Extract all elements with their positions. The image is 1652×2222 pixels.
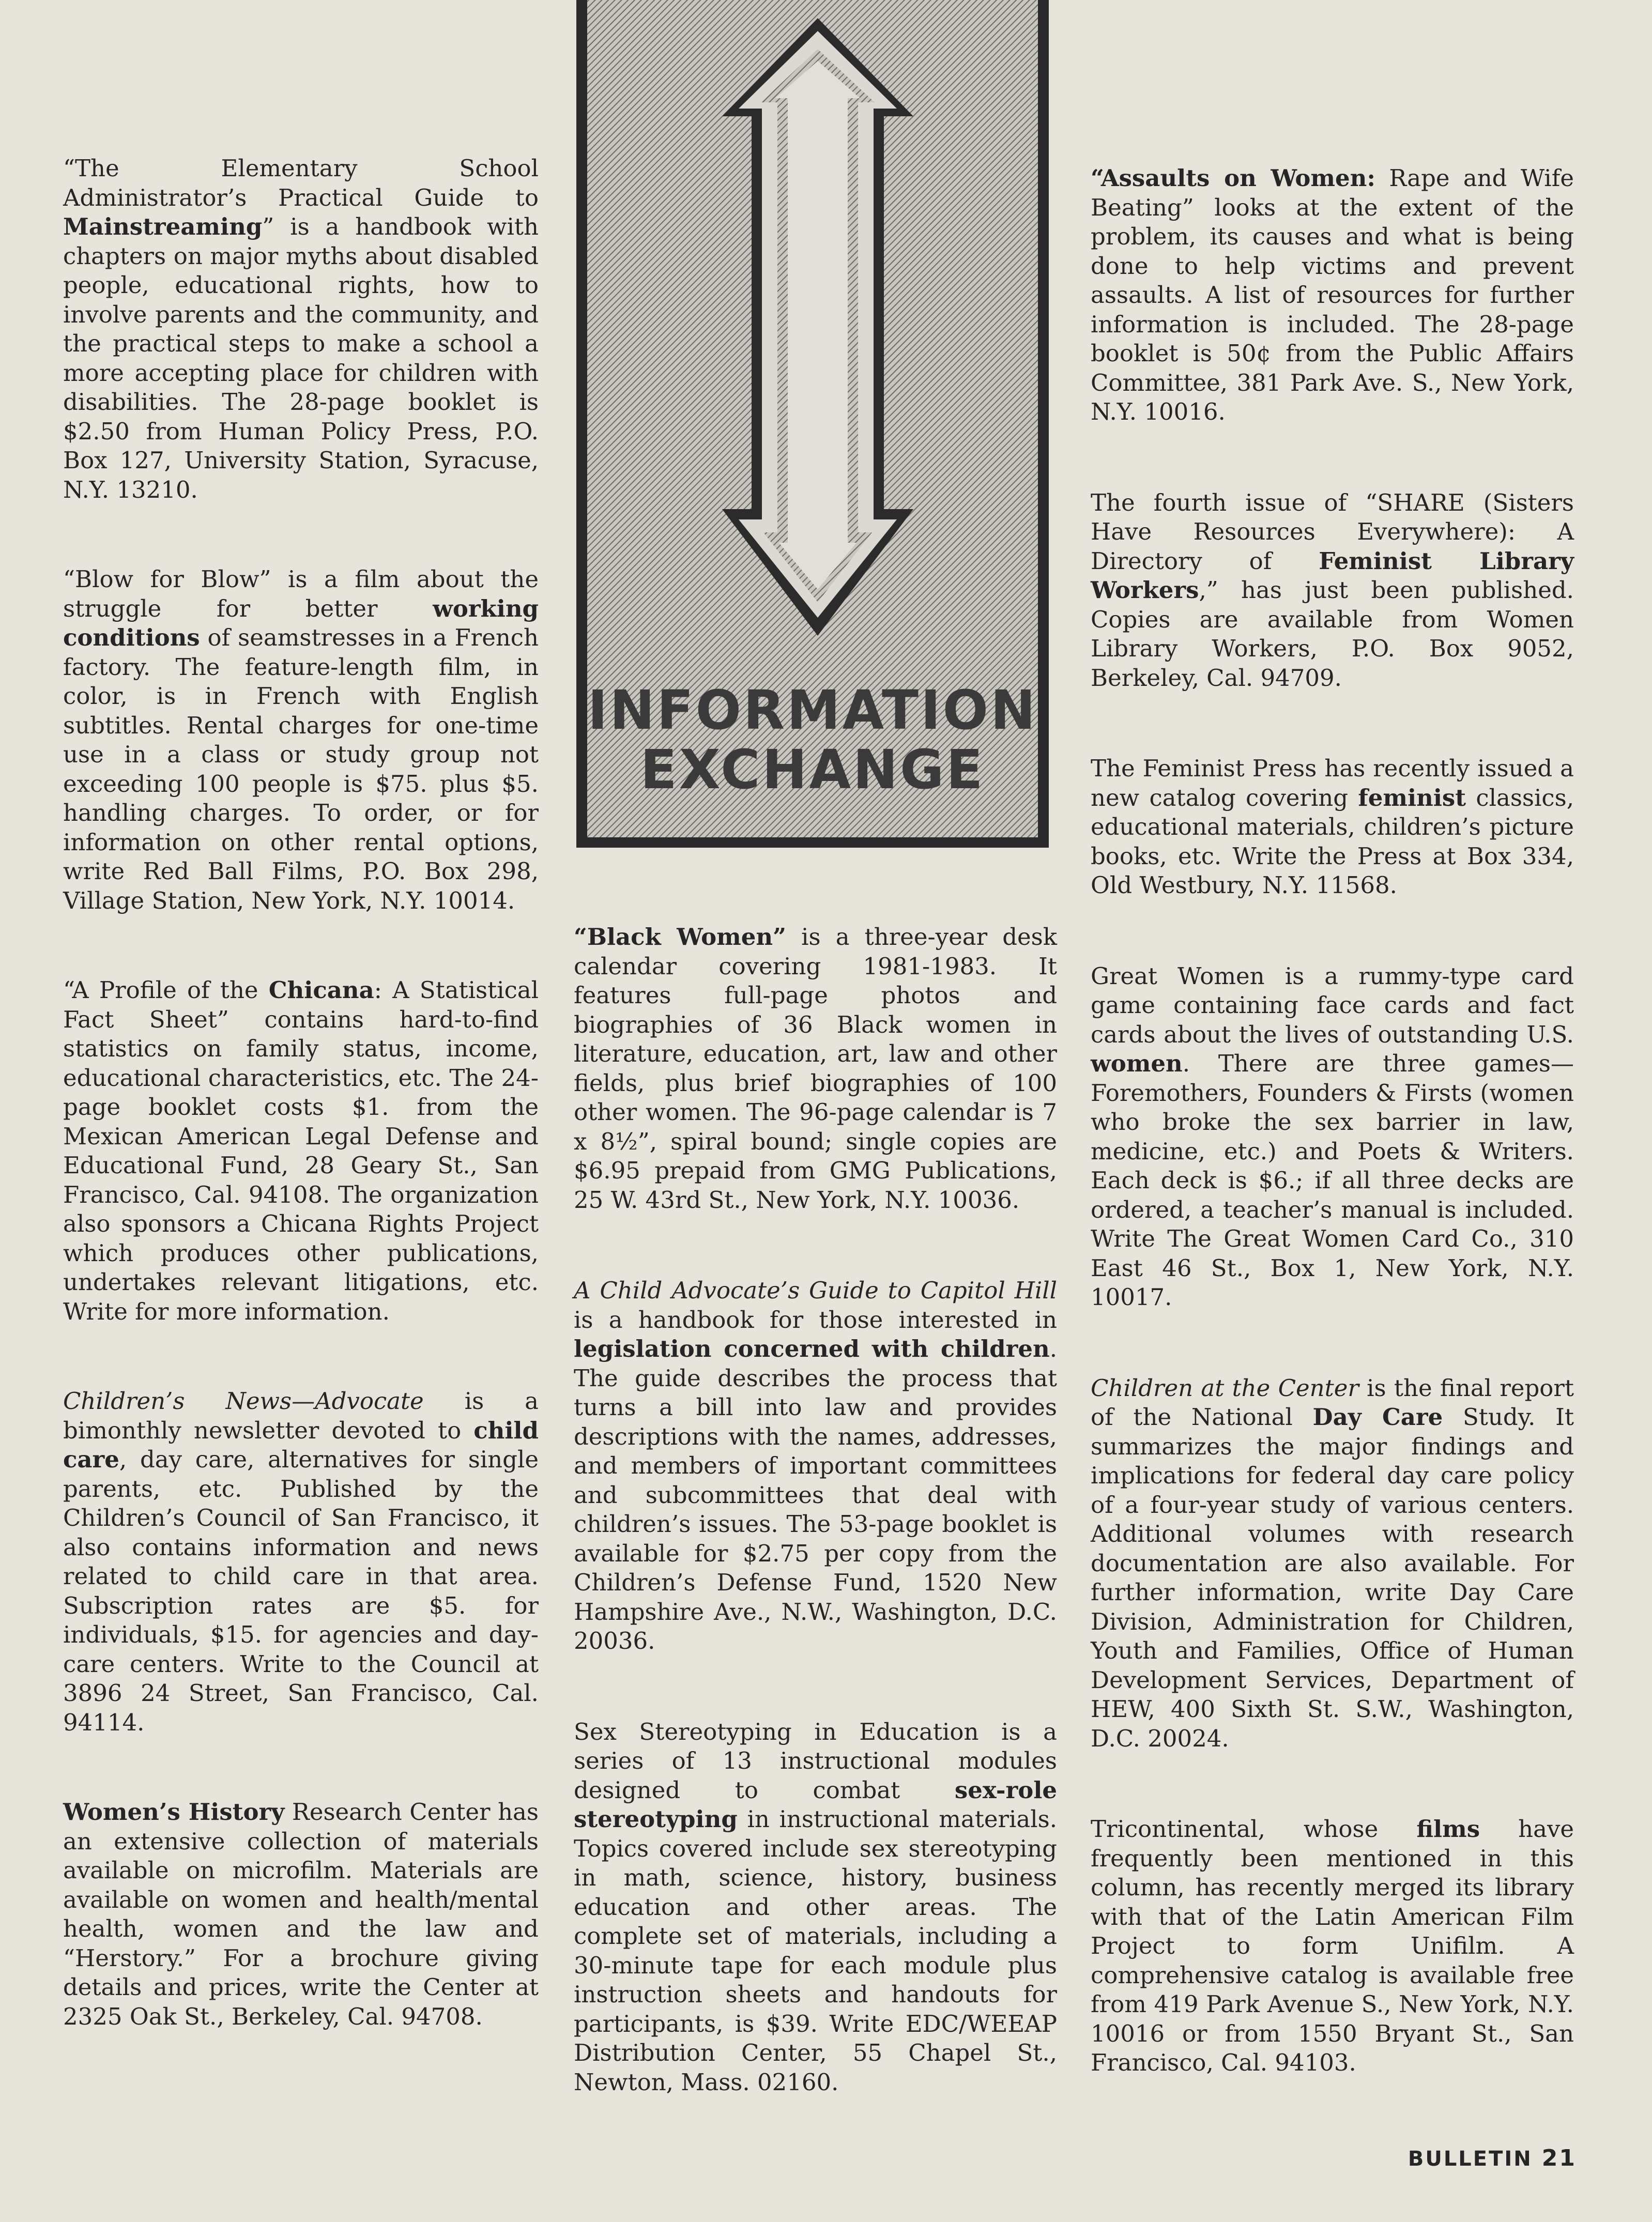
entry-great-women-game: Great Women is a rummy-type card game containing face cards and fact cards about the lives of outstanding U.S. women. There are three games—Foremothers, Founders & Firsts (women who broke the sex barrier in law, medicine, etc.) and Poets & Writers. Each deck is $6.; if all three decks are ordered, a teacher’s manual is included. Write The Great Women Card Co., 310 East 46 St., Box 1, New York, N.Y. 10017. — [1091, 962, 1574, 1311]
page-footer — [1408, 2145, 1577, 2171]
banner-title-line1: INFORMATION — [587, 679, 1038, 742]
middle-column — [574, 923, 1057, 2097]
entry-tricontinental-films: Tricontinental, whose films have frequently been mentioned in this column, has recently merged its library with that of the Latin American Film Project to form Unifilm. A comprehensive catalog is available free from 419 Park Avenue S., New York, N.Y. 10016 or from 1550 Bryant St., San Francisco, Cal. 94103. — [1091, 1815, 1574, 2076]
information-exchange-banner — [575, 0, 1050, 850]
entry-childrens-news: Children’s News—Advocate is a bimonthly newsletter devoted to child care, day care, alternatives for single parents, etc. Published by the Children’s Council of San Francisco, it also contains information and news related to child care in that area. Subscription rates are $5. for individuals, $15. for agencies and day-care centers. Write to the Council at 3896 24 Street, San Francisco, Cal. 94114. — [63, 1387, 539, 1736]
entry-blow-for-blow: “Blow for Blow” is a film about the struggle for better working conditions of seamstresses in a French factory. The feature-length film, in color, is in French with English subtitles. Rental charges for one-time use in a class or study group not exceeding 100 people is $75. plus $5. handling charges. To order, or for information on other rental options, write Red Ball Films, P.O. Box 298, Village Station, New York, N.Y. 10014. — [63, 565, 539, 914]
entry-black-women-calendar: “Black Women” is a three-year desk calendar covering 1981-1983. It features full-page photos and biographies of 36 Black women in literature, education, art, law and other fields, plus brief biographies of 100 other women. The 96-page calendar is 7 x 8½”, spiral bound; single copies are $6.95 prepaid from GMG Publications, 25 W. 43rd St., New York, N.Y. 10036. — [574, 923, 1057, 1214]
entry-mainstreaming: “The Elementary School Administrator’s Practical Guide to Mainstreaming” is a handbook with chapters on major myths about disabled people, educational rights, how to involve parents and the community, and the practical steps to make a school a more accepting place for children with disabilities. The 28-page booklet is $2.50 from Human Policy Press, P.O. Box 127, University Station, Syracuse, N.Y. 13210. — [63, 155, 539, 503]
left-column — [63, 154, 539, 2031]
entry-sex-stereotyping: Sex Stereotyping in Education is a series of 13 instructional modules designed to combat sex-role stereotyping in instructional materials. Topics covered include sex stereotyping in math, science, history, business education and other areas. The complete set of materials, including a 30-minute tape for each module plus instruction sheets and handouts for participants, is $39. Write EDC/WEEAP Distribution Center, 55 Chapel St., Newton, Mass. 02160. — [574, 1718, 1057, 2096]
entry-feminist-press: The Feminist Press has recently issued a new catalog covering feminist classics, educational materials, children’s picture books, etc. Write the Press at Box 334, Old Westbury, N.Y. 11568. — [1091, 755, 1574, 899]
page-number: 21 — [1541, 2145, 1577, 2171]
right-column — [1091, 164, 1574, 2078]
entry-child-advocate-guide: A Child Advocate’s Guide to Capitol Hill is a handbook for those interested in legislation concerned with children. The guide describes the process that turns a bill into law and provides descriptions with the names, addresses, and members of important committees and subcommittees that deal with children’s issues. The 53-page booklet is available for $2.75 per copy from the Children’s Defense Fund, 1520 New Hampshire Ave., N.W., Washington, D.C. 20036. — [574, 1277, 1057, 1654]
entry-children-at-center: Children at the Center is the final report of the National Day Care Study. It summarizes the major findings and implications for federal day care policy of a four-year study of various centers. Additional volumes with research documentation are also available. For further information, write Day Care Division, Administration for Children, Youth and Families, Office of Human Development Services, Department of HEW, 400 Sixth St. S.W., Washington, D.C. 20024. — [1091, 1374, 1574, 1752]
entry-share-directory: The fourth issue of “SHARE (Sisters Have Resources Everywhere): A Directory of Feminist Library Workers,” has just been published. Copies are available from Women Library Workers, P.O. Box 9052, Berkeley, Cal. 94709. — [1091, 488, 1574, 692]
entry-assaults-on-women: “Assaults on Women: Rape and Wife Beating” looks at the extent of the problem, its causes and what is being done to help victims and prevent assaults. A list of resources for further information is included. The 28-page booklet is 50¢ from the Public Affairs Committee, 381 Park Ave. S., New York, N.Y. 10016. — [1091, 164, 1574, 425]
entry-womens-history: Women’s History Research Center has an extensive collection of materials available on microfilm. Materials are available on women and health/mental health, women and the law and “Herstory.” For a brochure giving details and prices, write the Center at 2325 Oak St., Berkeley, Cal. 94708. — [63, 1798, 539, 2030]
banner-title-line2: EXCHANGE — [640, 738, 985, 801]
entry-chicana-profile: “A Profile of the Chicana: A Statistical Fact Sheet” contains hard-to-find statistics on family status, income, educational characteristics, etc. The 24-page booklet costs $1. from the Mexican American Legal Defense and Educational Fund, 28 Geary St., San Francisco, Cal. 94108. The organization also sponsors a Chicana Rights Project which produces other publications, undertakes relevant litigations, etc. Write for more information. — [63, 976, 539, 1325]
footer-label: BULLETIN — [1408, 2147, 1533, 2171]
arrow-graphic — [575, 0, 1050, 850]
